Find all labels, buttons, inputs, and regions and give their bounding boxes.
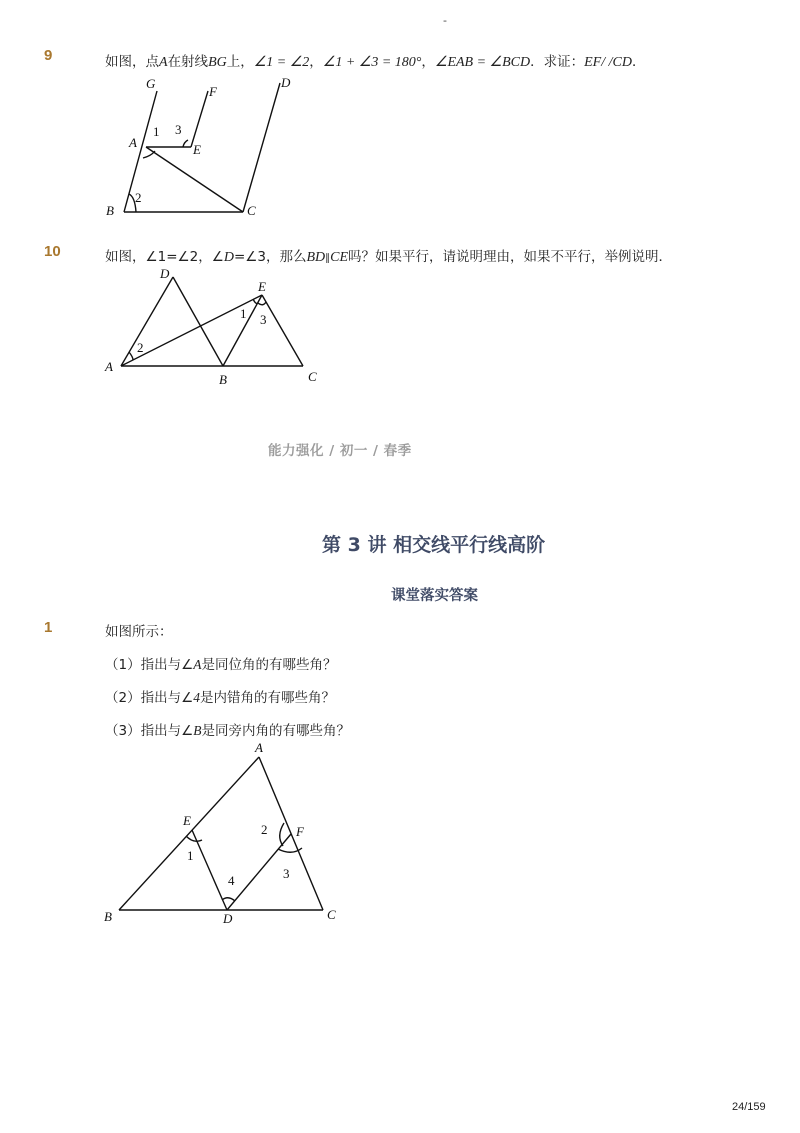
q10-point-d: D: [223, 250, 234, 265]
q1-angle-1-arc: [186, 836, 202, 841]
q9-separator-2: ，: [421, 54, 435, 70]
q9-ray-bg: BG: [208, 55, 227, 70]
q1-label-d: D: [223, 911, 233, 926]
section-tag: 能力强化 / 初一 / 春季: [268, 443, 412, 459]
q1-figure: [100, 740, 350, 930]
q10-label-b: B: [219, 372, 227, 387]
lecture-title: 第 3 讲 相交线平行线高阶: [322, 534, 546, 556]
q9-condition-1: ∠1 = ∠2: [253, 55, 310, 70]
q10-figure: [100, 262, 340, 392]
q10-angle-3-arc: [258, 302, 266, 305]
q9-goal: EF/ /CD: [584, 55, 632, 70]
q1-item-1-prefix: （1）指出与∠: [105, 657, 194, 673]
q1-label-angle-3: 3: [283, 866, 290, 881]
q1-label-angle-2: 2: [261, 822, 268, 837]
question-1-item-1: [105, 653, 336, 673]
q10-segment-ec: [262, 295, 303, 366]
q10-text-eq3: =∠3，那么: [233, 249, 307, 265]
question-number-9: 9: [44, 47, 53, 64]
q9-condition-3: ∠EAB = ∠BCD: [434, 55, 531, 70]
q1-item-2-var: 4: [193, 690, 200, 705]
question-number-10: 10: [44, 243, 61, 260]
q1-label-a: A: [255, 740, 263, 755]
question-1-intro: 如图所示：: [105, 624, 173, 640]
q10-label-c: C: [308, 369, 317, 384]
q1-item-1-var: A: [193, 657, 202, 672]
q1-segment-ab: [119, 757, 259, 910]
q1-item-2-prefix: （2）指出与∠: [105, 690, 194, 706]
q10-segment-db: [173, 277, 223, 366]
q10-parallel-symbol: ∥: [325, 253, 331, 264]
q1-item-2-suffix: 是内错角的有哪些角？: [199, 690, 335, 706]
q10-label-d: D: [160, 266, 170, 281]
q10-text-prefix: 如图，∠1=∠2，∠: [105, 249, 224, 265]
q9-label-angle-2: 2: [135, 190, 142, 205]
q10-line-ce: CE: [330, 250, 349, 265]
lecture-subtitle: 课堂落实答案: [391, 588, 478, 604]
q1-item-1-suffix: 是同位角的有哪些角？: [201, 657, 337, 673]
q10-angle-2-arc: [129, 352, 133, 360]
q9-text-prove: ．求证：: [530, 54, 585, 70]
question-number-1: 1: [44, 619, 53, 636]
q9-condition-2: ∠1 + ∠3 = 180°: [322, 55, 422, 70]
q9-ray-ef: [191, 91, 208, 147]
q9-point-a: A: [159, 55, 168, 70]
q10-label-a: A: [105, 359, 113, 374]
q10-label-e: E: [258, 279, 266, 294]
q10-label-angle-2: 2: [137, 340, 144, 355]
header-mark: -: [443, 14, 447, 27]
q9-text-prefix: 如图，点: [105, 54, 159, 70]
q9-angle-3-arc: [183, 140, 188, 147]
q1-item-3-prefix: （3）指出与∠: [105, 723, 194, 739]
q9-figure: [100, 70, 320, 225]
q9-label-angle-1: 1: [153, 124, 160, 139]
question-1-item-3: [105, 719, 350, 739]
q1-label-e: E: [183, 813, 191, 828]
q9-separator-1: ，: [309, 54, 323, 70]
q10-angle-1-arc: [253, 299, 258, 304]
q10-label-angle-1: 1: [240, 306, 247, 321]
q10-line-bd: BD: [306, 250, 326, 265]
q9-label-d: D: [281, 75, 291, 90]
question-9-text: [105, 50, 645, 71]
q9-label-e: E: [193, 142, 201, 157]
q1-label-f: F: [296, 824, 304, 839]
q9-period: ．: [631, 54, 646, 70]
question-1-item-2: [105, 686, 335, 706]
q9-angle-1-arc: [143, 151, 155, 158]
q9-text-up: 上，: [226, 54, 254, 70]
q1-label-angle-4: 4: [228, 873, 235, 888]
q9-label-g: G: [146, 76, 156, 91]
q10-text-rest: 吗？如果平行，请说明理由，如果不平行，举例说明．: [348, 249, 673, 265]
q1-label-b: B: [104, 909, 112, 924]
q1-segment-ac: [259, 757, 323, 910]
q1-angle-4-arc: [222, 898, 235, 901]
q1-item-3-var: B: [193, 723, 202, 738]
q9-label-f: F: [209, 84, 217, 99]
q10-label-angle-3: 3: [260, 312, 267, 327]
q9-label-c: C: [247, 203, 256, 218]
q9-label-b: B: [106, 203, 114, 218]
q9-text-on-ray: 在射线: [167, 54, 209, 70]
q1-label-c: C: [327, 907, 336, 922]
q9-label-a: A: [129, 135, 137, 150]
q1-item-3-suffix: 是同旁内角的有哪些角？: [201, 723, 350, 739]
page-number: 24/159: [732, 1101, 766, 1113]
q1-segment-df: [227, 834, 291, 910]
q1-label-angle-1: 1: [187, 848, 194, 863]
q9-ray-cd: [243, 83, 280, 212]
q9-label-angle-3: 3: [175, 122, 182, 137]
